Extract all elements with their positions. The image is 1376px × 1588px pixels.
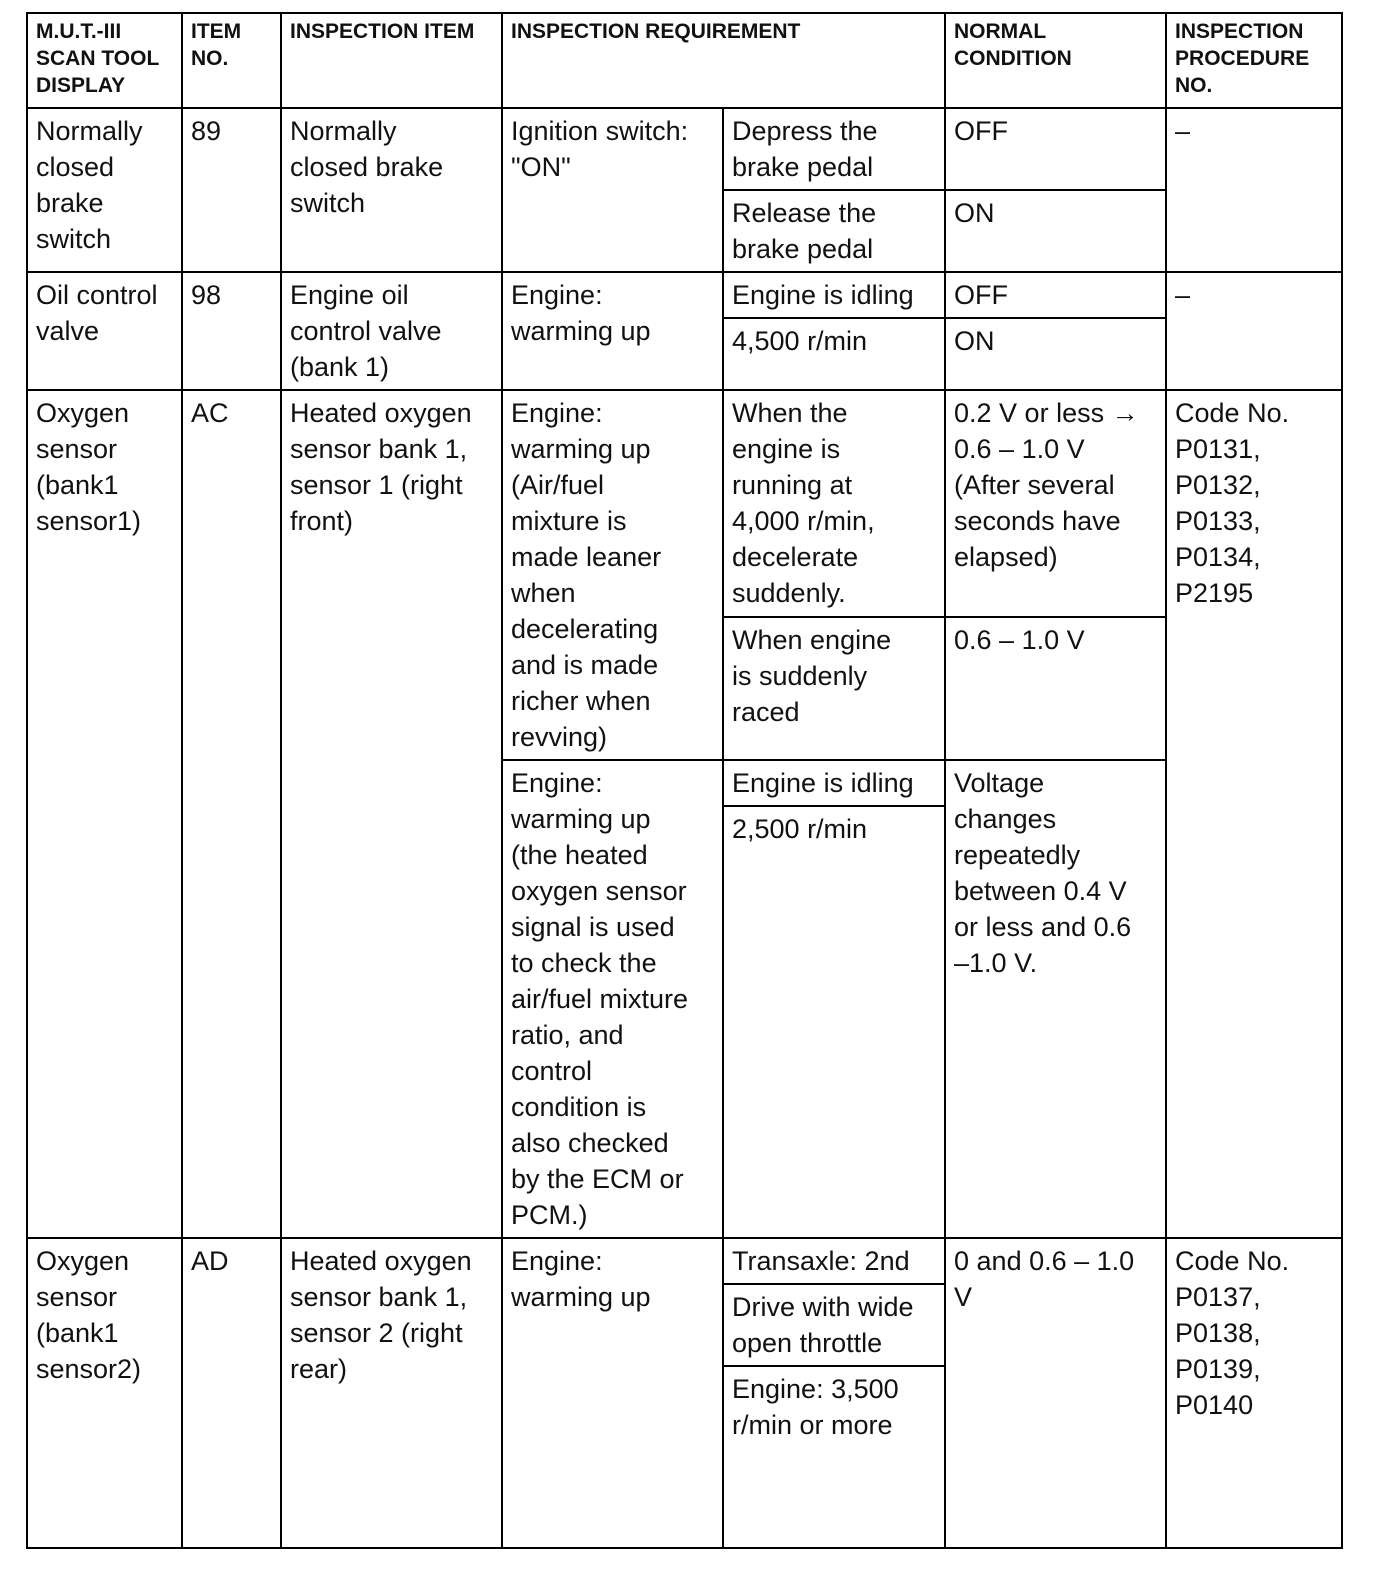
cell-normal: OFF <box>945 272 1166 318</box>
table-row <box>27 390 1342 617</box>
header-requirement: INSPECTION REQUIREMENT <box>502 13 945 108</box>
header-inspection-item: INSPECTION ITEM <box>281 13 502 108</box>
cell-requirement: Ignition switch: "ON" <box>502 108 723 272</box>
cell-condition: Engine: 3,500 r/min or more <box>723 1366 945 1448</box>
cell-requirement: Engine: warming up <box>502 1238 723 1548</box>
cell-item-no: 98 <box>182 272 281 390</box>
cell-normal: Voltage changes repeatedly between 0.4 V or less and 0.6 –1.0 V. <box>945 760 1166 1238</box>
cell-display: Oxygen sensor (bank1 sensor2) <box>27 1238 182 1548</box>
cell-display: Oil control valve <box>27 272 182 390</box>
cell-normal: 0 and 0.6 – 1.0 V <box>945 1238 1166 1548</box>
cell-procedure-no: Code No. P0131, P0132, P0133, P0134, P2195 <box>1166 390 1342 1238</box>
cell-inspection-item: Normally closed brake switch <box>281 108 502 272</box>
cell-inspection-item: Heated oxygen sensor bank 1, sensor 2 (right rear) <box>281 1238 502 1548</box>
cell-item-no: 89 <box>182 108 281 272</box>
header-item-no: ITEM NO. <box>182 13 281 108</box>
cell-condition: Engine is idling <box>723 272 945 318</box>
cell-condition: 4,500 r/min <box>723 318 945 390</box>
cell-item-no: AC <box>182 390 281 1238</box>
header-normal-condition: NORMAL CONDITION <box>945 13 1166 108</box>
cell-inspection-item: Heated oxygen sensor bank 1, sensor 1 (right front) <box>281 390 502 1238</box>
cell-procedure-no: – <box>1166 108 1342 272</box>
cell-procedure-no: Code No. P0137, P0138, P0139, P0140 <box>1166 1238 1342 1548</box>
cell-condition-blank <box>723 853 945 1238</box>
cell-normal: 0.6 – 1.0 V <box>945 617 1166 760</box>
cell-normal: 0.2 V or less → 0.6 – 1.0 V (After several seconds have elapsed) <box>945 390 1166 617</box>
header-display: M.U.T.-III SCAN TOOL DISPLAY <box>27 13 182 108</box>
document-page <box>26 12 1343 1549</box>
cell-inspection-item: Engine oil control valve (bank 1) <box>281 272 502 390</box>
cell-condition: 2,500 r/min <box>723 806 945 852</box>
cell-display: Normally closed brake switch <box>27 108 182 272</box>
table-row <box>27 1238 1342 1284</box>
table-row <box>27 108 1342 190</box>
cell-requirement: Engine: warming up (the heated oxygen sensor signal is used to check the air/fuel mixture ratio, and control condition is also checked by the ECM or PCM.) <box>502 760 723 1238</box>
cell-condition: Drive with wide open throttle <box>723 1284 945 1366</box>
cell-requirement: Engine: warming up (Air/fuel mixture is made leaner when decelerating and is made richer when revving) <box>502 390 723 760</box>
header-row <box>27 13 1342 108</box>
cell-normal: ON <box>945 318 1166 390</box>
header-procedure-no: INSPECTION PROCEDURE NO. <box>1166 13 1342 108</box>
cell-procedure-no: – <box>1166 272 1342 390</box>
cell-normal: ON <box>945 190 1166 272</box>
cell-condition-blank <box>723 1448 945 1548</box>
cell-condition: When the engine is running at 4,000 r/min, decelerate suddenly. <box>723 390 945 617</box>
cell-requirement: Engine: warming up <box>502 272 723 390</box>
cell-display: Oxygen sensor (bank1 sensor1) <box>27 390 182 1238</box>
cell-condition: Transaxle: 2nd <box>723 1238 945 1284</box>
cell-condition: Release the brake pedal <box>723 190 945 272</box>
table-row <box>27 272 1342 318</box>
cell-item-no: AD <box>182 1238 281 1548</box>
cell-condition: Engine is idling <box>723 760 945 806</box>
cell-normal: OFF <box>945 108 1166 190</box>
inspection-table <box>26 12 1343 1549</box>
cell-condition: When engine is suddenly raced <box>723 617 945 760</box>
cell-condition: Depress the brake pedal <box>723 108 945 190</box>
